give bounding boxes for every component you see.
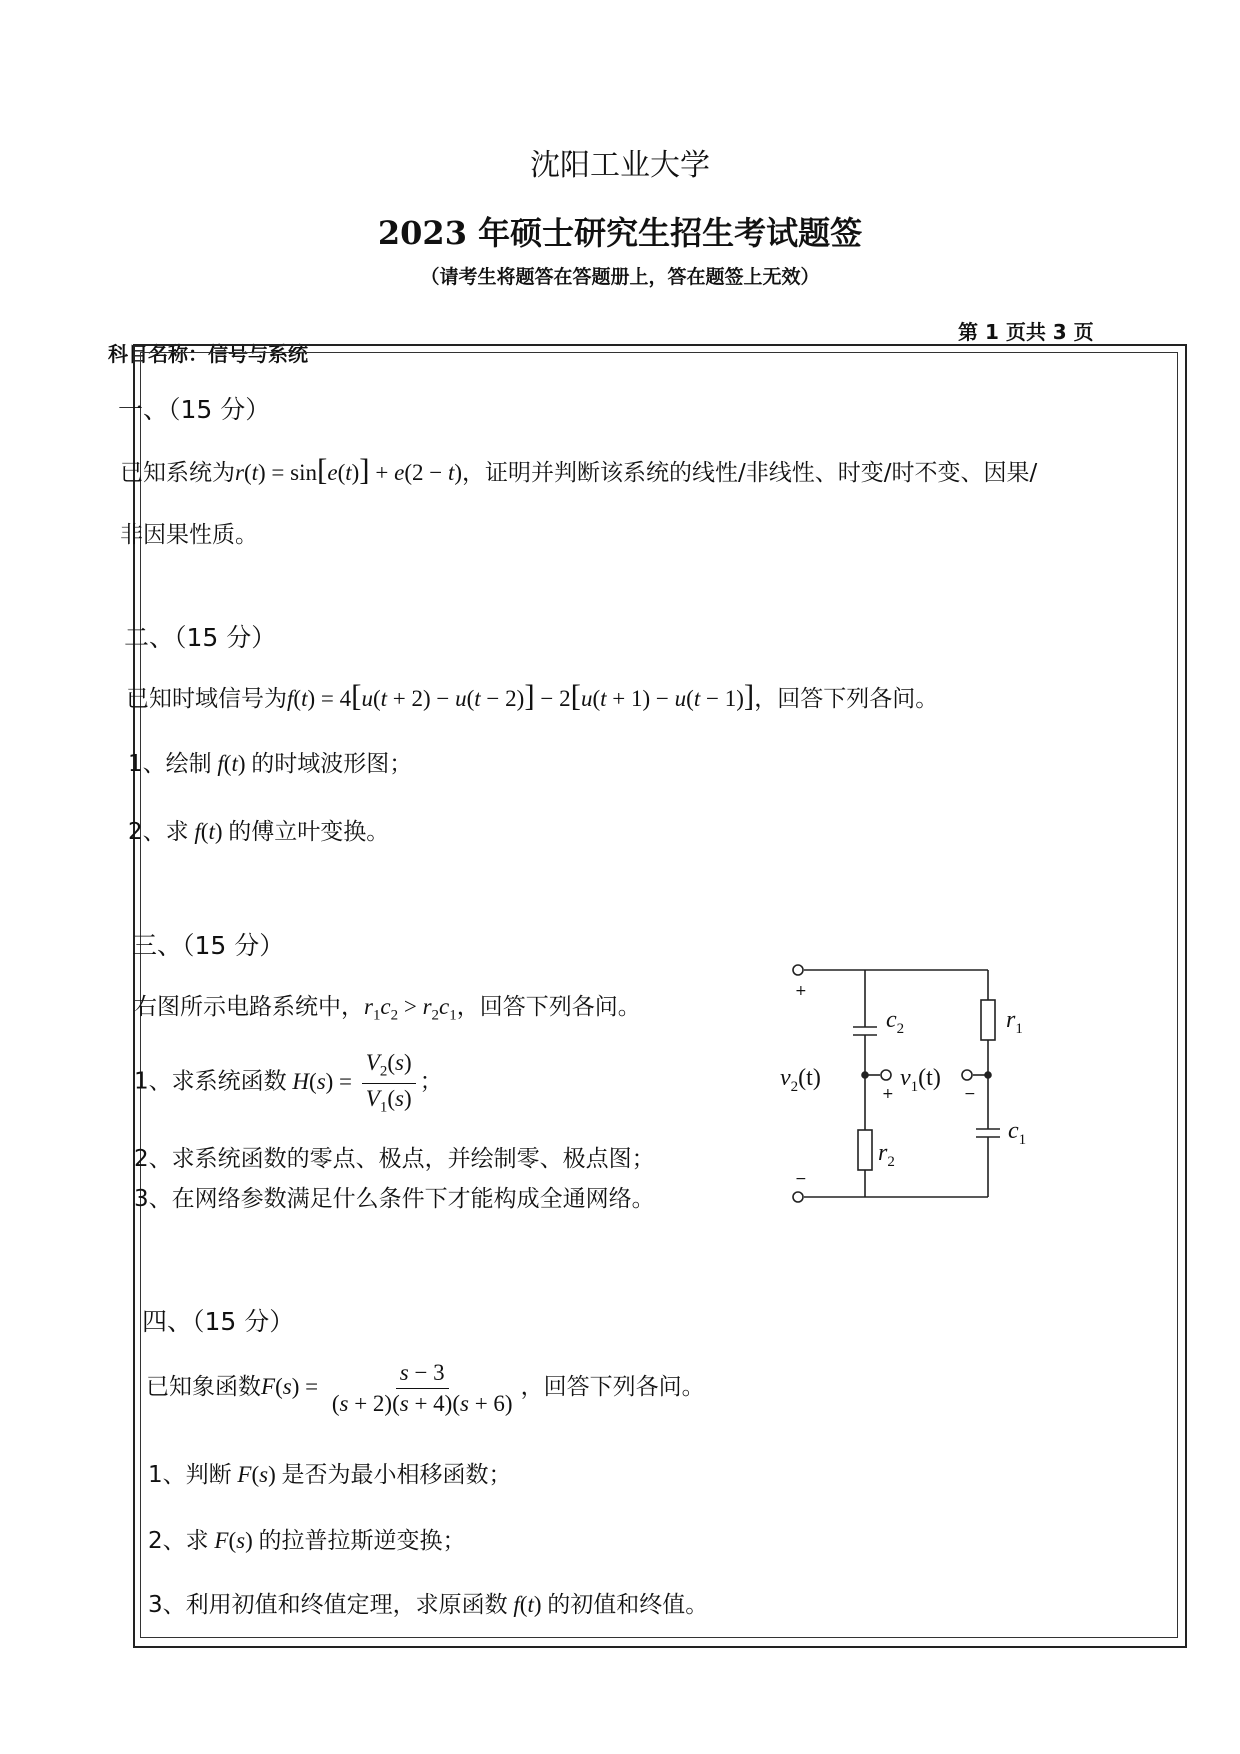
q4-item1-formula: F(s) xyxy=(231,1462,282,1487)
q3-text-prefix: 右图所示电路系统中， xyxy=(134,994,364,1020)
q2-item2-prefix: 2、求 xyxy=(128,819,189,845)
q4-item3-suffix: 的初值和终值。 xyxy=(547,1592,709,1618)
label-v2: v xyxy=(780,1065,791,1091)
label-c2: c xyxy=(886,1007,897,1033)
svg-text:r2 xyxy=(878,1140,895,1170)
q2-item1-formula: f(t) xyxy=(211,751,252,776)
page-info: 第 1 页共 3 页 xyxy=(958,320,1094,344)
q3-item1-prefix: 1、求系统函数 xyxy=(134,1068,287,1095)
q3-statement xyxy=(134,988,641,1025)
q4-item2-prefix: 2、求 xyxy=(148,1528,209,1554)
exam-title: 2023 年硕士研究生招生考试题签 xyxy=(377,214,863,252)
subject-name: 科目名称：信号与系统 xyxy=(108,342,308,366)
q1-heading: 一、（15 分） xyxy=(118,395,271,424)
label-r1: r xyxy=(1006,1007,1016,1033)
sign-v1-plus: + xyxy=(882,1086,894,1102)
q3-item3: 3、在网络参数满足什么条件下才能构成全通网络。 xyxy=(134,1186,655,1212)
q2-text-prefix: 已知时域信号为 xyxy=(126,686,287,712)
label-c1-sub: 1 xyxy=(1018,1132,1027,1148)
label-c1: c xyxy=(1008,1118,1019,1144)
circuit-diagram xyxy=(780,955,1080,1210)
svg-text:c2 xyxy=(886,1007,904,1037)
resistor-r1 xyxy=(981,1000,995,1040)
q4-item2-formula: F(s) xyxy=(208,1528,259,1553)
svg-text:r1 xyxy=(1006,1007,1023,1037)
q4-text-prefix: 已知象函数 xyxy=(146,1374,261,1401)
svg-text:v1(t) xyxy=(900,1065,941,1095)
sign-v2-plus: + xyxy=(795,983,807,999)
svg-text:v2(t) xyxy=(780,1065,821,1095)
q1-text-suffix: ，证明并判断该系统的线性/非线性、时变/时不变、因果/ xyxy=(462,460,1038,486)
q3-transfer-function: H(s) = $\frac{V_2(s)}{V_1(s)}$ xyxy=(287,1069,420,1094)
q4-text-suffix: ，回答下列各问。 xyxy=(520,1374,705,1401)
q4-item2-suffix: 的拉普拉斯逆变换； xyxy=(258,1528,466,1554)
q4-item3 xyxy=(148,1586,708,1619)
sign-v1-minus: − xyxy=(964,1086,976,1102)
q4-item1 xyxy=(148,1456,512,1489)
q3-heading: 三、（15 分） xyxy=(132,931,285,960)
q4-heading: 四、（15 分） xyxy=(142,1307,295,1336)
label-v2-sub: 2 xyxy=(790,1079,799,1095)
q2-item2-formula: f(t) xyxy=(188,819,229,844)
sign-v2-minus: − xyxy=(795,1171,807,1187)
university-name: 沈阳工业大学 xyxy=(530,148,710,183)
label-c2-sub: 2 xyxy=(896,1021,905,1037)
label-r2: r xyxy=(878,1140,888,1166)
q2-text-suffix: ，回答下列各问。 xyxy=(754,686,939,712)
q2-heading: 二、（15 分） xyxy=(124,623,277,652)
q1-line2: 非因果性质。 xyxy=(120,522,258,548)
label-r1-sub: 1 xyxy=(1015,1021,1023,1037)
label-v1-sub: 1 xyxy=(910,1079,919,1095)
q2-item1-suffix: 的时域波形图； xyxy=(251,751,413,777)
q3-item1-suffix: ； xyxy=(419,1068,443,1095)
terminal-bottom xyxy=(793,1192,803,1202)
q2-formula: f(t) = 4[u(t + 2) − u(t − 2)] − 2[u(t + 1) − u(t − 1)] xyxy=(287,678,755,713)
q1-text-prefix: 已知系统为 xyxy=(120,460,235,486)
svg-text:c1 xyxy=(1008,1118,1026,1148)
q3-condition: $r_1c_2 > r_2c_1$ xyxy=(364,994,457,1024)
q4-item3-formula: f(t) xyxy=(507,1592,548,1617)
q2-item1-prefix: 1、绘制 xyxy=(128,751,212,777)
q3-text-suffix: ，回答下列各问。 xyxy=(456,994,641,1020)
terminal-v1-minus xyxy=(962,1070,972,1080)
resistor-r2 xyxy=(858,1130,872,1170)
q2-item2-suffix: 的傅立叶变换。 xyxy=(228,819,390,845)
q4-item1-prefix: 1、判断 xyxy=(148,1462,232,1488)
q4-item3-prefix: 3、利用初值和终值定理，求原函数 xyxy=(148,1592,508,1618)
q2-item1 xyxy=(128,745,412,778)
q4-formula: F(s) = $\frac{s - 3}{(s + 2)(s + 4)(s + 6)}$ xyxy=(261,1360,513,1417)
label-v2-arg: (t) xyxy=(798,1065,821,1091)
q2-statement xyxy=(126,678,938,714)
q1-formula: r(t) = sin[e(t)] + e(2 − t) xyxy=(235,452,463,487)
q1-statement xyxy=(120,452,1037,488)
q4-item1-suffix: 是否为最小相移函数； xyxy=(281,1462,512,1488)
q3-item2: 2、求系统函数的零点、极点，并绘制零、极点图； xyxy=(134,1146,655,1172)
q4-statement xyxy=(146,1360,705,1418)
label-v1: v xyxy=(900,1065,911,1091)
terminal-v1-plus xyxy=(881,1070,891,1080)
label-v1-arg: (t) xyxy=(918,1065,941,1091)
exam-notice: （请考生将题答在答题册上，答在题签上无效） xyxy=(420,266,820,288)
terminal-top xyxy=(793,965,803,975)
q4-item2 xyxy=(148,1522,466,1555)
q3-item1 xyxy=(134,1050,443,1117)
label-r2-sub: 2 xyxy=(887,1154,895,1170)
q2-item2 xyxy=(128,813,389,846)
